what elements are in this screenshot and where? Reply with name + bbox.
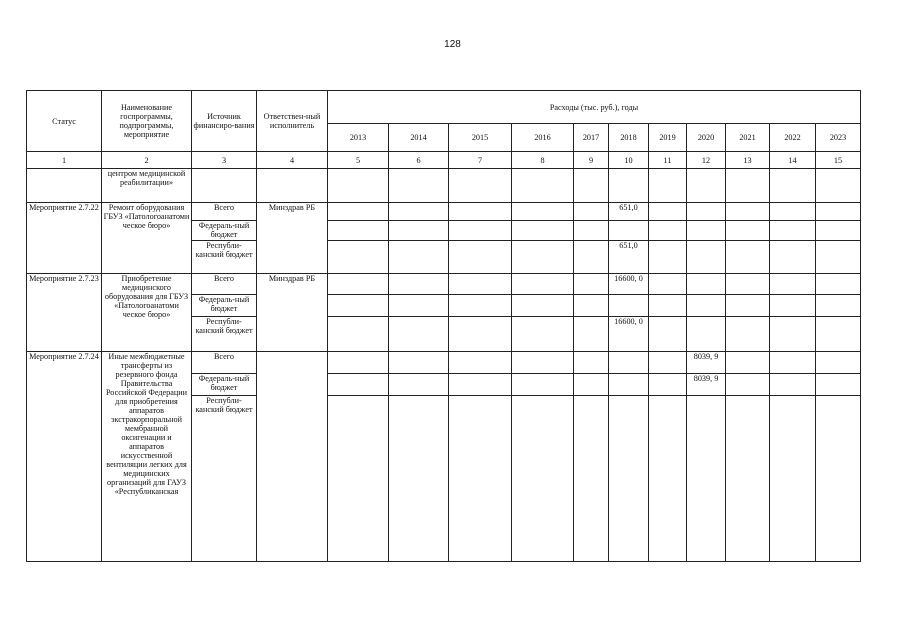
- table-row: [27, 203, 861, 221]
- col-number: 12: [687, 152, 726, 169]
- funding-source: Республи-канский бюджет: [192, 396, 257, 562]
- funding-source: Федераль-ный бюджет: [192, 374, 257, 396]
- col-number: 4: [257, 152, 328, 169]
- col-number: 11: [649, 152, 687, 169]
- measure-name: Иные межбюджетные трансферты из резервного фонда Правительства Российской Федерации для приобретения аппаратов экстракорпоральной мембранной оксигенации и аппаратов искусственной вентиляции легких для медицинских организаций для ГАУЗ «Республиканская: [102, 352, 192, 562]
- value-2018: [609, 221, 649, 241]
- measure-name: центром медицинской реабилитации»: [102, 169, 192, 203]
- budget-table: [26, 90, 861, 562]
- funding-source: Федераль-ный бюджет: [192, 221, 257, 241]
- measure-status: Мероприятие 2.7.24: [27, 352, 102, 562]
- col-number: 8: [512, 152, 574, 169]
- year-cell: 2013: [328, 124, 389, 152]
- measure-name: Приобретение медицинского оборудования для ГБУЗ «Патологоанатоми ческое бюро»: [102, 274, 192, 352]
- year-cell: 2015: [449, 124, 512, 152]
- col-number: 15: [816, 152, 861, 169]
- measure-name: Ремонт оборудования ГБУЗ «Патологоанатоми ческое бюро»: [102, 203, 192, 274]
- value-2018: 651,0: [609, 203, 649, 221]
- year-cell: 2019: [649, 124, 687, 152]
- measure-status: Мероприятие 2.7.23: [27, 274, 102, 352]
- header-source: Источник финансиро-вания: [192, 91, 257, 152]
- year-cell: 2017: [574, 124, 609, 152]
- responsible-executor: [257, 352, 328, 562]
- col-number: 6: [389, 152, 449, 169]
- year-cell: 2018: [609, 124, 649, 152]
- funding-source: Республи-канский бюджет: [192, 317, 257, 352]
- year-cell: 2023: [816, 124, 861, 152]
- table-row: [27, 274, 861, 295]
- year-cell: 2014: [389, 124, 449, 152]
- funding-source: Республи-канский бюджет: [192, 241, 257, 274]
- funding-source: Всего: [192, 274, 257, 295]
- col-number: 7: [449, 152, 512, 169]
- responsible-executor: Минздрав РБ: [257, 274, 328, 352]
- col-number: 5: [328, 152, 389, 169]
- value-2018: 16600, 0: [609, 317, 649, 352]
- col-number: 3: [192, 152, 257, 169]
- header-status: Статус: [27, 91, 102, 152]
- funding-source: Федераль-ный бюджет: [192, 295, 257, 317]
- value-2020: [687, 396, 726, 562]
- page-number: 128: [444, 39, 461, 50]
- measure-status: Мероприятие 2.7.22: [27, 203, 102, 274]
- col-number: 13: [726, 152, 770, 169]
- continuation-row: [27, 169, 861, 203]
- value-2018: [609, 295, 649, 317]
- col-number: 2: [102, 152, 192, 169]
- header-expenses: Расходы (тыс. руб.), годы: [328, 91, 861, 124]
- value-2020: 8039, 9: [687, 352, 726, 374]
- value-2018: 651,0: [609, 241, 649, 274]
- year-cell: 2022: [770, 124, 816, 152]
- col-number: 1: [27, 152, 102, 169]
- col-number: 14: [770, 152, 816, 169]
- table-row: [27, 352, 861, 374]
- col-number: 10: [609, 152, 649, 169]
- year-cell: 2016: [512, 124, 574, 152]
- col-number: 9: [574, 152, 609, 169]
- header-name: Наименование госпрограммы, подпрограммы, мероприятие: [102, 91, 192, 152]
- year-cell: 2021: [726, 124, 770, 152]
- header-row: [27, 91, 861, 124]
- year-cell: 2020: [687, 124, 726, 152]
- funding-source: Всего: [192, 203, 257, 221]
- header-responsible: Ответствен-ный исполнитель: [257, 91, 328, 152]
- column-numbers-row: [27, 152, 861, 169]
- funding-source: Всего: [192, 352, 257, 374]
- responsible-executor: Минздрав РБ: [257, 203, 328, 274]
- value-2018: 16600, 0: [609, 274, 649, 295]
- value-2020: 8039, 9: [687, 374, 726, 396]
